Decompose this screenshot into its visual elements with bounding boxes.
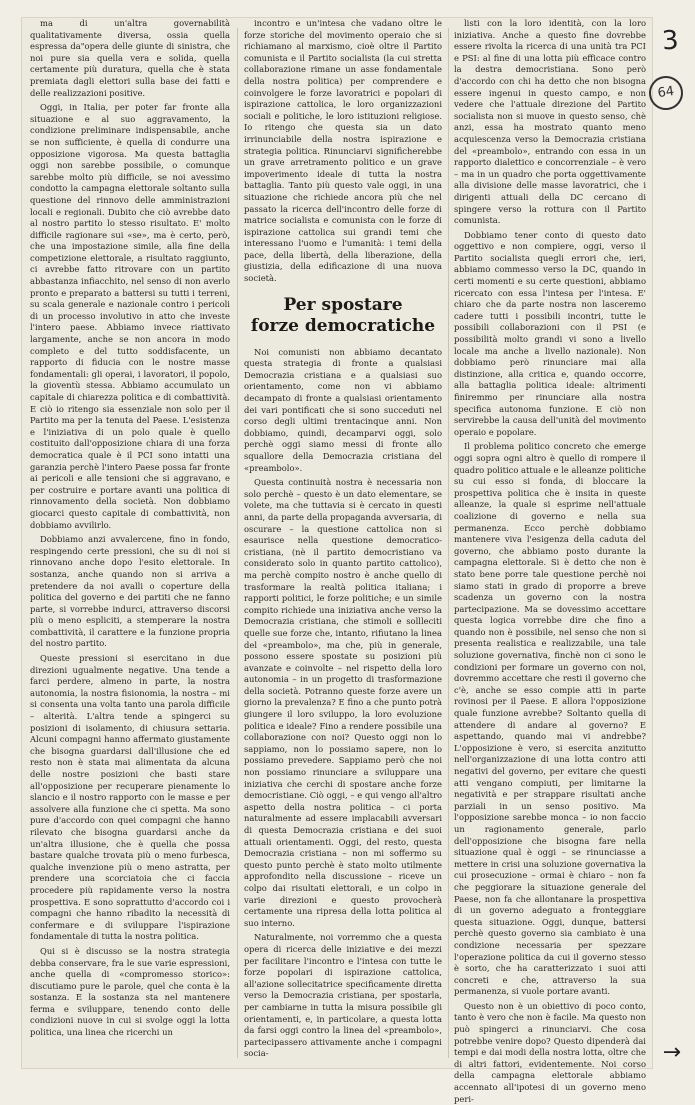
newspaper-page xyxy=(22,18,652,1104)
paragraph: Dobbiamo tener conto di questo dato oggettivo e non compiere, oggi, verso il Partito socialista quegli errori che, ieri, abbiamo commesso verso la DC, quando in certi momenti e su certe questioni, abbiamo ricercato con essa l'intesa per l'intesa. E' chiaro che da parte nostra non lasceremo cadere tutti i possibili incontri, tutte le possibili collaborazioni con il PSI (e possibilità molto grandi vi sono a livello locale ma anche a livello nazionale). Non dobbiamo però rinunciare mai alla distinzione, alla critica e, quando occorre, alla battaglia politica ideale: altrimenti finiremmo per rinunciare alla nostra specifica autonoma funzione. E ciò non servirebbe la causa dell'unità del movimento operaio e popolare. xyxy=(454,229,646,437)
paragraph: Oggi, in Italia, per poter far fronte alla situazione e al suo aggravamento, la condizione preliminare indispensabile, anche se non sufficiente, è quella di condurre una opposizione vigorosa. Ma questa battaglia oggi non sarebbe possibile, o comunque sarebbe molto più difficile, se noi avessimo condotto la campagna elettorale soltanto sulla questione del rinnovo delle amministrazioni locali e regionali. Dubito che ciò avrebbe dato al nostro partito lo stesso risultato. E' molto difficile ragionare sui «se», ma è certo, però, che una impostazione simile, alla fine della competizione elettorale, a risultato raggiunto, ci avrebbe fatto ritrovare con un partito abbastanza infiacchito, nel senso di non averlo pronto e preparato a battersi su tutti i terreni, su scala generale e nazionale contro i pericoli di un processo involutivo in atto che investe l'intero paese. Abbiamo invece riattivato largamente, anche se non ancora in modo completo e del tutto soddisfacente, un rapporto di fiducia con le nostre masse fondamentali: gli operai, i lavoratori, il popolo, la gioventù stessa. Abbiamo accumulato un capitale di chiarezza politica e di combattività. E ciò io ritengo sia essenziale non solo per il Partito ma per la tenuta del Paese. L'esistenza e l'iniziativa di un polo quale è quello costituito dall'opposizione chiara di una forza democratica quale è il PCI sono intatti una garanzia perchè l'intero Paese possa far fronte ai pericoli e alle tensioni che si aggravano, e per costruire e portare avanti una politica di rinnovamento della società. Non dobbiamo giocarci questo capitale di combattività, non dobbiamo avvilirlo. xyxy=(30,102,230,530)
section-headline xyxy=(244,295,442,337)
column-3 xyxy=(454,18,646,1104)
paragraph: incontro e un'intesa che vadano oltre le forze storiche del movimento operaio che si richiamano al marxismo, cioè oltre il Partito comunista e il Partito socialista (la cui stretta collaborazione rimane un asse fondamentale della nostra politica) per comprendere e coinvolgere le forze lavoratrici e popolari di ispirazione cattolica, le loro organizzazioni sociali e politiche, le loro istituzioni religiose. Io ritengo che questa sia un dato irrinunciabile della nostra ispirazione e strategia politica. Rinunciarvi significherebbe un grave arretramento politico e un grave impoverimento ideale di tutta la nostra battaglia. Tanto più questo vale oggi, in una situazione che richiede ancora più che nel passato la ricerca dell'incontro delle forze di matrice socialista e comunista con le forze di ispirazione cattolica sui grandi temi che interessano l'uomo e l'umanità: i temi della pace, della libertà, della liberazione, della giustizia, della edificazione di una nuova società. xyxy=(244,18,442,284)
column-2 xyxy=(244,18,442,1058)
paragraph: ma di un'altra governabilità qualitativamente diversa, ossia quella espressa da"opera delle giunte di sinistra, che noi pure sia quella vera e solida, quella certamente più duratura, quella che è stata premiata dagli elettori sulla base dei fatti e delle realizzazioni positive. xyxy=(30,18,230,98)
paragraph: Dobbiamo anzi avvalercene, fino in fondo, respingendo certe pressioni, che su di noi si rinnovano anche dopo l'esito elettorale. In sostanza, anche quando non si arriva a pretendere da noi avalli o coperture della politica del governo e dei partiti che ne fanno parte, si vorrebbe indurci, attraverso discorsi più o meno espliciti, a stemperare la nostra combattività, il carattere e la funzione propria del nostro partito. xyxy=(30,534,230,649)
column-divider xyxy=(237,28,238,1058)
headline-line-1: Per spostare xyxy=(283,294,403,315)
paragraph: listi con la loro identità, con la loro iniziativa. Anche a questo fine dovrebbe essere rivolta la ricerca di una unità tra PCI e PSI: al fine di una lotta più efficace contro la destra democristiana. Sono però d'accordo con chi ha detto che non bisogna essere ingenui in questo campo, e non vedere che l'attuale direzione del Partito socialista non si muove in questo senso, chè anzi, essa ha mostrato quanto meno acquiescenza verso la Democrazia cristiana del «preambolo», entrando con essa in un rapporto dialettico e concorrenziale – è vero – ma in un quadro che porta oggettivamente alla divisione delle masse lavoratrici, che i dirigenti attuali della DC cercano di spingere verso la rottura con il Partito comunista. xyxy=(454,18,646,226)
column-divider xyxy=(448,28,449,1058)
column-1 xyxy=(30,18,230,1058)
arrow-icon: → xyxy=(662,1040,681,1065)
headline-line-2: forze democratiche xyxy=(250,315,436,336)
paragraph: Queste pressioni si esercitano in due direzioni ugualmente negative. Una tende a farci perdere, almeno in parte, la nostra autonomia, la nostra fisionomia, la nostra – mi si consenta una volta tanto una parola difficile – alterità. L'altra tende a spingerci su posizioni di isolamento, di chiusura settaria. Alcuni compagni hanno affermato giustamente che bisogna guardarsi dall'illusione che ed resto non è stata mai alimentata da alcuna delle nostre posizioni che basti stare all'opposizione per recuperare pienamente lo slancio e il nostro rapporto con le masse e per assolvere alla funzione che ci spetta. Ma sono pure d'accordo con quei compagni che hanno rilevato che bisogna guardarsi anche da un'altra illusione, che è quella che possa bastare qualche trovata più o meno furbesca, qualche invenzione più o meno astratta, per prendere una scorciatoia che ci faccia procedere più rapidamente verso la nostra prospettiva. E sono soprattutto d'accordo coi i compagni che hanno ribadito la necessità di confermare e di sviluppare l'ispirazione fondamentale di tutta la nostra politica. xyxy=(30,653,230,942)
handwritten-circled-number: 64 xyxy=(647,74,685,112)
paragraph: Noi comunisti non abbiamo decantato questa strategia di fronte a qualsiasi Democrazia cristiana e a qualsiasi suo orientamento, come non vi abbiamo decampato di fronte a qualsiasi orientamento dei vari pontificati che si sono succeduti nel corso degli ultimi trentacinque anni. Non dobbiamo, quindi, decamparvi oggi, solo perchè oggi siamo messi di fronte allo squallore della Democrazia cristiana del «preambolo». xyxy=(244,346,442,473)
paragraph: Il problema politico concreto che emerge oggi sopra ogni altro è quello di rompere il quadro politico attuale e le alleanze politiche su cui esso si fonda, di bloccare la prospettiva politica che è insita in queste alleanze, la quale si esprime nell'attuale coalizione di governo e nella sua permanenza. Ecco perchè dobbiamo mantenere viva l'esigenza della caduta del governo, che abbiamo posto durante la campagna elettorale. Si è detto che non è stato bene porre tale questione perchè noi siamo stati in grado di proporre a breve scadenza un governo con la nostra partecipazione. Ma se dovessimo accettare questa logica vorrebbe dire che fino a quando non è possibile, nel senso che non si presenta realistica e realizzabile, una tale soluzione governativa, finchè non ci sono le condizioni per formare un governo con noi, dovremmo accettare che resti il governo che c'è, anche se esso compie atti in parte rovinosi per il Paese. E allora l'opposizione quale funzione avrebbe? Soltanto quella di attendere di andare al governo? E aspettando, quando mai vi andrebbe? L'opposizione è vero, si esercita anzitutto nell'organizzazione di una lotta contro atti negativi del governo, per evitare che questi atti vengano compiuti, per limitarne la negatività e per strappare risultati anche parziali in un senso positivo. Ma l'opposizione sarebbe monca – io non faccio un ragionamento generale, parlo dell'opposizione che bisogna fare nella situazione qual è oggi – se rinunciasse a mettere in crisi una soluzione governativa la cui prosecuzione – ormai è chiaro – non fa che peggiorare la situazione generale del Paese, non fa che allontanare la prospettiva di un governo adeguato a fronteggiare questa situazione. Oggi, dunque, battersi perchè questo governo sia cambiato è una condizione necessaria per spezzare l'operazione politica da cui il governo stesso è sorto, che ha caratterizzato i suoi atti concreti e che, attraverso la sua permanenza, si vuole portare avanti. xyxy=(454,441,646,997)
paragraph: Qui si è discusso se la nostra strategia debba conservare, fra le sue varie espressioni, anche quella di «compromesso storico»: discutiamo pure le parole, quel che conta è la sostanza. E la sostanza sta nel mantenere ferma e sviluppare, tenendo conto delle condizioni nuove in cui si svolge oggi la lotta politica, una linea che ricerchi un xyxy=(30,945,230,1038)
handwritten-page-number: 3 xyxy=(661,25,681,57)
paragraph: Questa continuità nostra è necessaria non solo perchè – questo è un dato elementare, se volete, ma che tuttavia si è cercato in questi anni, da parte della propaganda avversaria, di oscurare – la questione cattolica non si esaurisce nella questione democratico-cristiana, (nè il partito democristiano va considerato solo in quanto partito cattolico), ma perchè compito nostro è anche quello di trasformare la realtà politica italiana; i rapporti politici, le forze politiche; e un simile compito richiede una iniziativa anche verso la Democrazia cristiana, che stimoli e sollleciti quelle sue forze che, intanto, rifiutano la linea del «preambolo», ma che, più in generale, possono essere spostate su posizioni più avanzate e coinvolte – nel rispetto della loro autonomia – in un progetto di trasformazione della società. Potranno queste forze avere un giorno la prevalenza? E fino a che punto potrà giungere il loro sviluppo, la loro evoluzione politica e ideale? Fino a rendere possibile una collaborazione con noi? Questo oggi non lo sappiamo, non lo possiamo sapere, non lo possiamo prevedere. Sappiamo però che noi non possiamo rinunciare a sviluppare una iniziativa che cerchi di spostare anche forze democristiane. Ciò oggi, – e qui vengo all'altro aspetto della nostra politica – ci porta naturalmente ad essere implacabili avversari di questa Democrazia cristiana e dei suoi attuali orientamenti. Oggi, del resto, questa Democrazia cristiana – non mi soffermo su questo punto perchè è stato molto utilmente approfondito nella discussione – riceve un colpo dai risultati elettorali, e un colpo in varie direzioni e questo provocherà certamente una ripresa della lotta politica al suo interno. xyxy=(244,477,442,928)
paragraph: Naturalmente, noi vorremmo che a questa opera di ricerca delle iniziative e dei mezzi per facilitare l'incontro e l'intesa con tutte le forze popolari di ispirazione cattolica, all'azione sollecitatrice specificamente diretta verso la Democrazia cristiana, per spostarla, per cambiarne in tutta la misura possibile gli orientamenti, e, in particolare, a questa lotta da farsi oggi contro la linea del «preambolo», partecipassero attivamente anche i compagni socia- xyxy=(244,932,442,1059)
paragraph: Questo non è un obiettivo di poco conto, tanto è vero che non è facile. Ma questo non può spingerci a rinunciarvi. Che cosa potrebbe venire dopo? Questo dipenderà dai tempi e dai modi della nostra lotta, oltre che di altri fattori, evidentemente. Noi corso della campagna elettorale abbiamo accennato all'ipotesi di un governo meno peri- xyxy=(454,1000,646,1104)
